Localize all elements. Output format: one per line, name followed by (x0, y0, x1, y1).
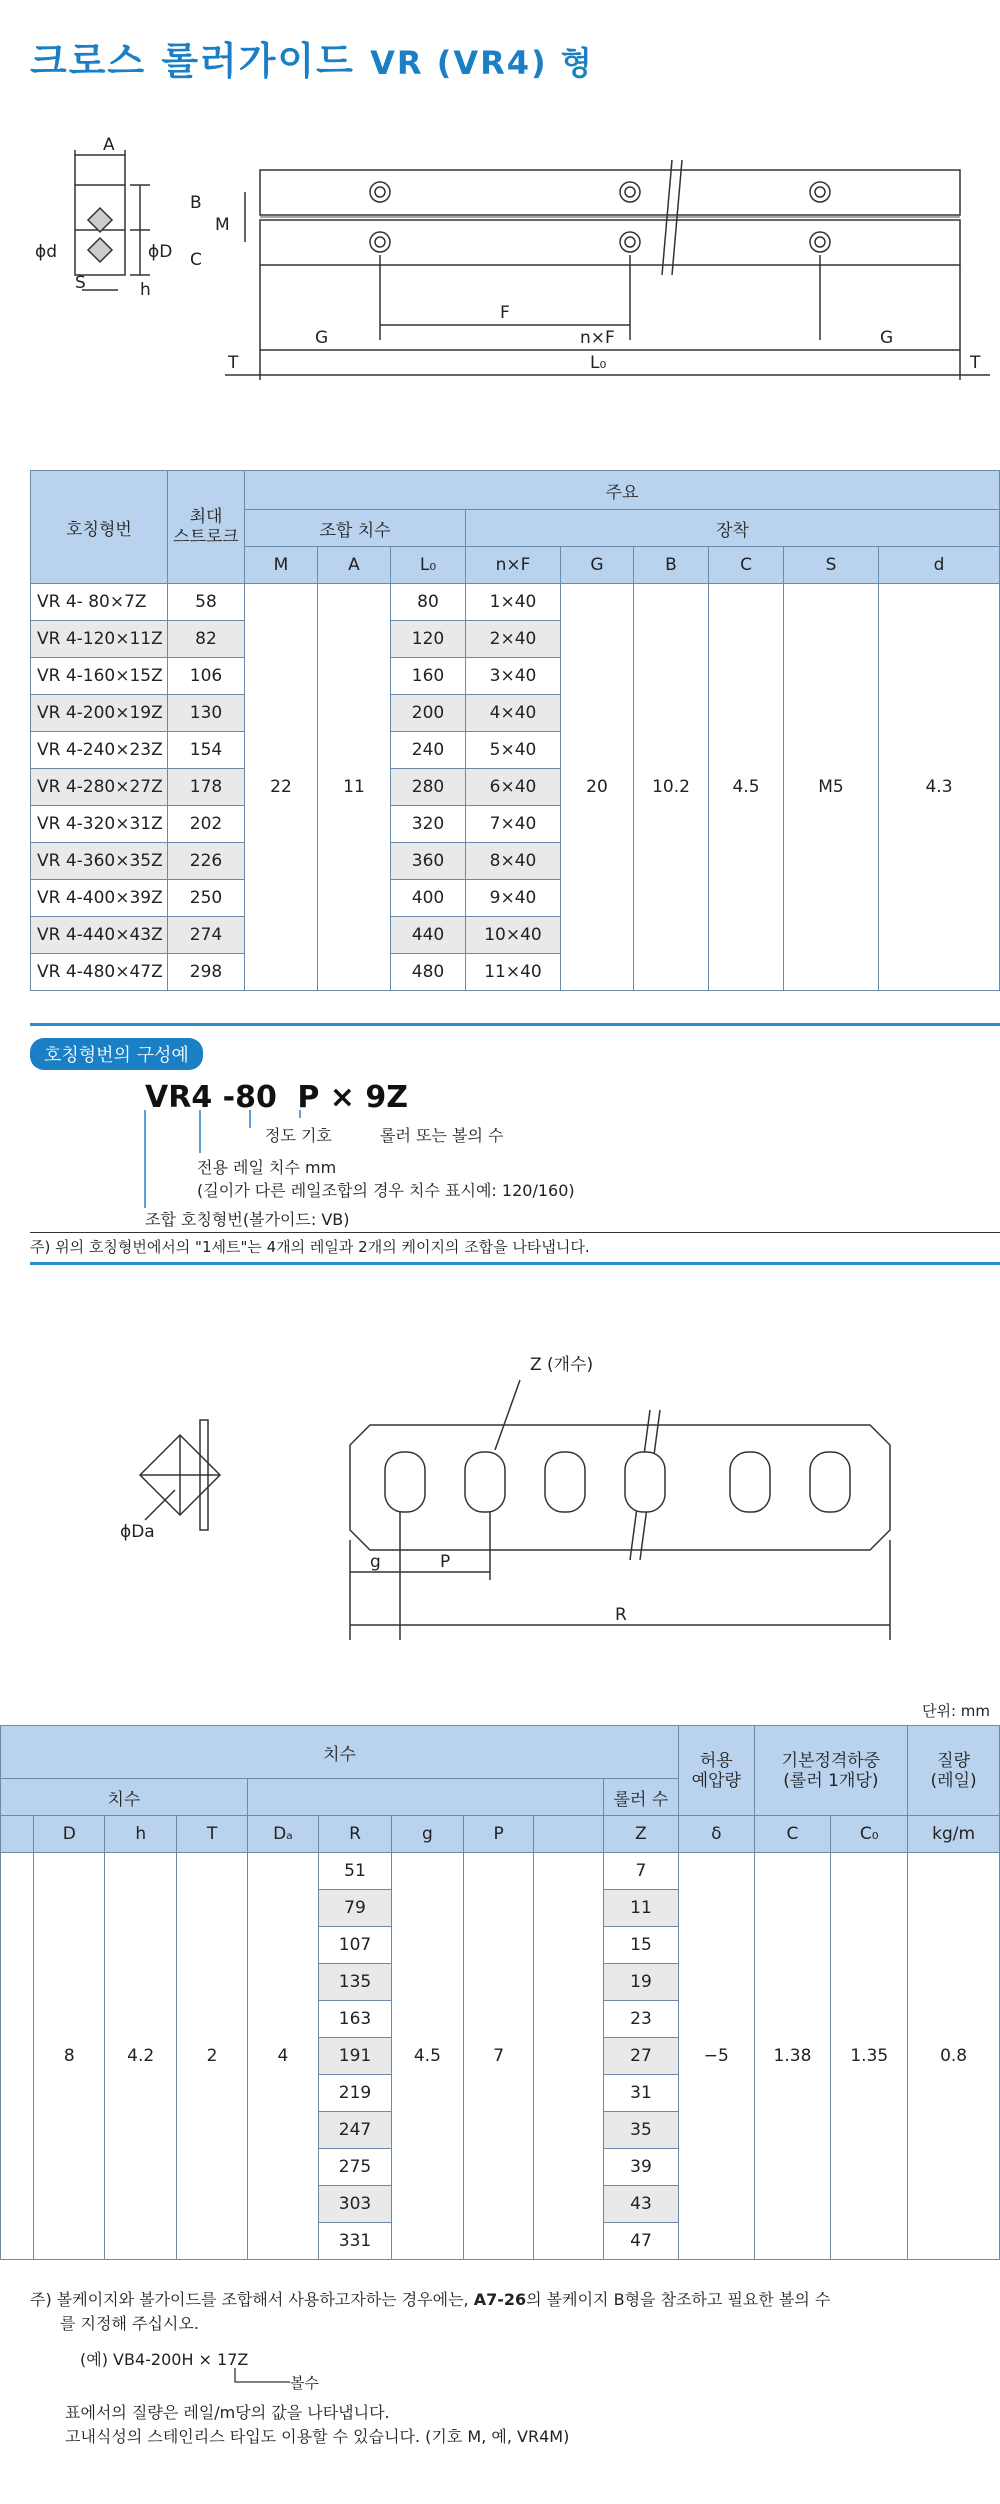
title-sub: VR (VR4) 형 (370, 44, 594, 82)
header2-delta: δ (679, 1816, 755, 1853)
cell-z: 39 (603, 2149, 678, 2186)
header2-tolerance: 허용 예압량 (679, 1726, 755, 1816)
header-stroke: 최대 스트로크 (168, 471, 245, 584)
cell-l0: 440 (391, 917, 466, 954)
cell-z: 27 (603, 2038, 678, 2075)
header-c: C (709, 547, 784, 584)
cell-l0: 400 (391, 880, 466, 917)
label-c: C (190, 250, 202, 270)
cell-r: 51 (319, 1853, 392, 1890)
cell-nf: 9×40 (466, 880, 561, 917)
header-nf: n×F (466, 547, 561, 584)
annotation-rail-size: 전용 레일 치수 mm (197, 1158, 337, 1177)
cell-l0: 240 (391, 732, 466, 769)
cell-z: 23 (603, 2001, 678, 2038)
header2-da: Dₐ (247, 1816, 318, 1853)
cell-t: 2 (177, 1853, 248, 2260)
cell-model: VR 4-280×27Z (31, 769, 168, 806)
cell-nf: 7×40 (466, 806, 561, 843)
cell-model: VR 4-160×15Z (31, 658, 168, 695)
cell-blank-2 (534, 1853, 603, 2260)
cell-l0: 120 (391, 621, 466, 658)
header-combo: 조합 치수 (245, 510, 466, 547)
cell-s: M5 (784, 584, 879, 991)
cell-r: 79 (319, 1890, 392, 1927)
cell-z: 47 (603, 2223, 678, 2260)
header-s: S (784, 547, 879, 584)
cell-nf: 1×40 (466, 584, 561, 621)
annotation-length-example: (길이가 다른 레일조합의 경우 치수 표시예: 120/160) (197, 1181, 575, 1200)
code-part-5: 9Z (365, 1080, 408, 1115)
cell-r: 135 (319, 1964, 392, 2001)
label-phi-da: ϕDa (120, 1522, 155, 1542)
label-phi-big-d: ϕD (148, 242, 173, 262)
header-mount: 장착 (466, 510, 1000, 547)
cell-m: 22 (245, 584, 318, 991)
note-1-ref[interactable]: A7-26 (473, 2290, 527, 2309)
cell-model: VR 4-400×39Z (31, 880, 168, 917)
table1-row (31, 584, 1000, 621)
cell-model: VR 4-480×47Z (31, 954, 168, 991)
header2-mass: 질량 (레일) (908, 1726, 1000, 1816)
cell-l0: 480 (391, 954, 466, 991)
header-g: G (561, 547, 634, 584)
cell-a: 11 (318, 584, 391, 991)
cell-blank (1, 1853, 34, 2260)
cell-z: 31 (603, 2075, 678, 2112)
table1-body (31, 584, 1000, 991)
header-l0: L₀ (391, 547, 466, 584)
example-note: 주) 위의 호칭형번에서의 "1세트"는 4개의 레일과 2개의 케이지의 조합을 나타냅니다. (30, 1238, 590, 1256)
cage-plate (350, 1425, 890, 1550)
header2-h: h (105, 1816, 177, 1853)
cell-l0: 360 (391, 843, 466, 880)
annotation-precision: 정도 기호 (265, 1126, 332, 1145)
spec-table-1 (30, 470, 1000, 991)
cell-stroke: 250 (168, 880, 245, 917)
label-p: P (440, 1552, 451, 1572)
header-m: M (245, 547, 318, 584)
label-b: B (190, 193, 202, 213)
label-g-right: G (880, 328, 894, 348)
cell-model: VR 4-320×31Z (31, 806, 168, 843)
header2-g: g (391, 1816, 463, 1853)
note-example-ann: 볼수 (290, 2374, 319, 2392)
cell-nf: 3×40 (466, 658, 561, 695)
cell-model: VR 4-200×19Z (31, 695, 168, 732)
header-a: A (318, 547, 391, 584)
label-t-right: T (970, 353, 981, 373)
label-r: R (615, 1605, 627, 1625)
annotation-combo-model: 조합 호칭형번(볼가이드: VB) (145, 1210, 350, 1229)
cell-d: 8 (34, 1853, 105, 2260)
cell-stroke: 130 (168, 695, 245, 732)
label-f: F (500, 303, 510, 323)
header2-rollers: 롤러 수 (603, 1779, 678, 1816)
cell-r: 219 (319, 2075, 392, 2112)
cell-l0: 200 (391, 695, 466, 732)
header2-t: T (177, 1816, 248, 1853)
cell-b: 10.2 (634, 584, 709, 991)
unit-label: 단위: mm (921, 1702, 990, 1720)
cell-stroke: 106 (168, 658, 245, 695)
cell-model: VR 4-120×11Z (31, 621, 168, 658)
cell-r: 303 (319, 2186, 392, 2223)
header2-c: C (754, 1816, 831, 1853)
note-1-c: 를 지정해 주십시오. (60, 2314, 199, 2333)
note-1-b: 의 볼케이지 B형을 참조하고 필요한 볼의 수 (526, 2290, 831, 2309)
cell-r: 247 (319, 2112, 392, 2149)
cell-c0: 1.35 (831, 1853, 908, 2260)
label-g: g (370, 1552, 381, 1572)
cell-g: 4.5 (391, 1853, 463, 2260)
cell-z: 19 (603, 1964, 678, 2001)
cell-l0: 80 (391, 584, 466, 621)
note-3: 고내식성의 스테인리스 타입도 이용할 수 있습니다. (기호 M, 예, VR4M) (65, 2427, 570, 2446)
cell-z: 35 (603, 2112, 678, 2149)
cell-c: 4.5 (709, 584, 784, 991)
cell-r: 331 (319, 2223, 392, 2260)
header2-z: Z (603, 1816, 678, 1853)
code-part-1: VR4 (145, 1080, 213, 1115)
cell-stroke: 226 (168, 843, 245, 880)
label-t-left: T (228, 353, 239, 373)
cell-da: 4 (247, 1853, 318, 2260)
label-z: Z (개수) (530, 1355, 594, 1375)
cell-p: 7 (463, 1853, 534, 2260)
table2-body (1, 1853, 1000, 2260)
cell-h: 4.2 (105, 1853, 177, 2260)
top-rail (260, 170, 960, 215)
label-a: A (103, 135, 115, 155)
code-part-2: -80 (222, 1080, 277, 1115)
cell-nf: 8×40 (466, 843, 561, 880)
header-model: 호칭형번 (31, 471, 168, 584)
cell-l0: 280 (391, 769, 466, 806)
cell-z: 15 (603, 1927, 678, 1964)
annotation-roller-count: 롤러 또는 볼의 수 (380, 1126, 504, 1145)
label-g-left: G (315, 328, 329, 348)
cell-stroke: 298 (168, 954, 245, 991)
cell-delta: −5 (679, 1853, 755, 2260)
cell-z: 7 (603, 1853, 678, 1890)
section-divider (30, 1023, 1000, 1026)
label-s: S (75, 273, 86, 293)
cell-stroke: 178 (168, 769, 245, 806)
note-1-a: 주) 볼케이지와 볼가이드를 조합해서 사용하고자하는 경우에는, (30, 2290, 469, 2309)
cell-g: 20 (561, 584, 634, 991)
cell-nf: 11×40 (466, 954, 561, 991)
cell-stroke: 58 (168, 584, 245, 621)
cell-z: 11 (603, 1890, 678, 1927)
cell-stroke: 274 (168, 917, 245, 954)
cage-drawing (0, 1340, 1000, 1650)
cell-z: 43 (603, 2186, 678, 2223)
page-title (30, 30, 594, 85)
note-2: 표에서의 질량은 레일/m당의 값을 나타냅니다. (65, 2403, 390, 2422)
cell-l0: 160 (391, 658, 466, 695)
title-main: 크로스 롤러가이드 (30, 39, 355, 83)
header2-c0: C₀ (831, 1816, 908, 1853)
header2-subdims: 치수 (1, 1779, 248, 1816)
bottom-rail (260, 220, 960, 265)
cell-mass: 0.8 (908, 1853, 1000, 2260)
label-m: M (215, 215, 230, 235)
code-part-3: P (297, 1080, 320, 1115)
header2-mass-unit: kg/m (908, 1816, 1000, 1853)
cell-r: 163 (319, 2001, 392, 2038)
cell-r: 275 (319, 2149, 392, 2186)
example-rule (30, 1232, 1000, 1233)
cell-nf: 5×40 (466, 732, 561, 769)
table2-row (1, 1853, 1000, 1890)
cell-nf: 10×40 (466, 917, 561, 954)
cell-stroke: 154 (168, 732, 245, 769)
label-l0: L₀ (590, 353, 607, 373)
header2-d: D (34, 1816, 105, 1853)
cell-d: 4.3 (879, 584, 1000, 991)
cell-c: 1.38 (754, 1853, 831, 2260)
cell-nf: 4×40 (466, 695, 561, 732)
cell-r: 191 (319, 2038, 392, 2075)
note-example: (예) VB4-200H × 17Z (80, 2350, 249, 2369)
cell-model: VR 4-440×43Z (31, 917, 168, 954)
cell-r: 107 (319, 1927, 392, 1964)
label-h: h (140, 280, 151, 300)
spec-table-2 (0, 1725, 1000, 2260)
header-b: B (634, 547, 709, 584)
note-1 (30, 2288, 990, 2336)
code-part-4: × (329, 1080, 355, 1115)
example-pill: 호칭형번의 구성예 (30, 1038, 203, 1070)
label-nf: n×F (580, 328, 615, 348)
cell-nf: 2×40 (466, 621, 561, 658)
section-divider-2 (30, 1262, 1000, 1265)
rail-drawing (0, 120, 1000, 400)
cell-model: VR 4-240×23Z (31, 732, 168, 769)
header2-dims: 치수 (1, 1726, 679, 1779)
cell-model: VR 4-360×35Z (31, 843, 168, 880)
cell-model: VR 4- 80×7Z (31, 584, 168, 621)
cell-l0: 320 (391, 806, 466, 843)
header2-r: R (319, 1816, 392, 1853)
cell-nf: 6×40 (466, 769, 561, 806)
header-d: d (879, 547, 1000, 584)
header2-load: 기본정격하중 (롤러 1개당) (754, 1726, 908, 1816)
header-main: 주요 (245, 471, 1000, 510)
header2-p: P (463, 1816, 534, 1853)
label-phi-d: ϕd (35, 242, 58, 262)
cell-stroke: 82 (168, 621, 245, 658)
cell-stroke: 202 (168, 806, 245, 843)
